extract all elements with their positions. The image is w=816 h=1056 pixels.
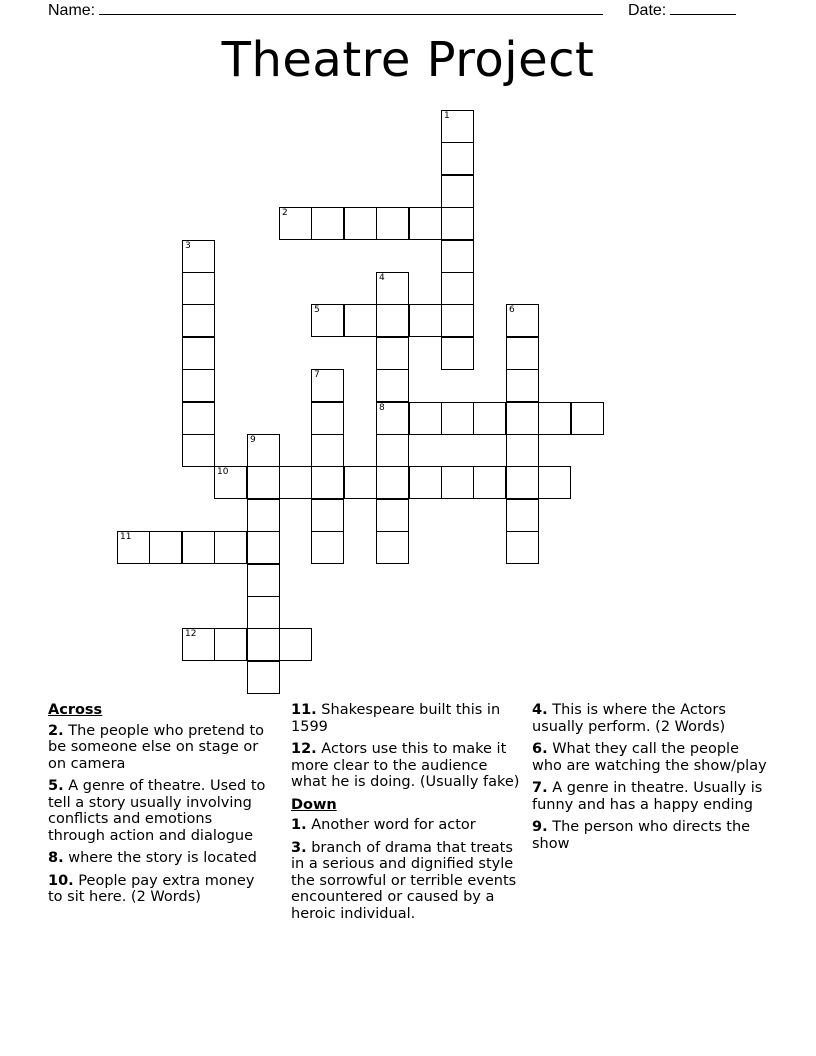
clue-across-2 — [48, 723, 273, 773]
name-field[interactable] — [48, 0, 603, 20]
grid-cell[interactable] — [182, 628, 215, 661]
grid-cell[interactable] — [311, 402, 344, 435]
grid-cell[interactable] — [247, 628, 280, 661]
clue-number: 5. — [48, 778, 64, 794]
grid-cell[interactable] — [506, 337, 539, 370]
cell-number: 11 — [120, 532, 132, 542]
clue-down-4 — [532, 702, 767, 735]
grid-cell[interactable] — [182, 402, 215, 435]
down-heading: Down — [291, 796, 337, 813]
grid-cell[interactable] — [214, 466, 247, 499]
grid-cell[interactable] — [182, 304, 215, 337]
grid-cell[interactable] — [247, 564, 280, 597]
cell-number: 2 — [282, 208, 288, 218]
clue-text: People pay extra money to sit here. (2 Words) — [48, 872, 255, 905]
clue-column-1 — [48, 702, 273, 912]
cell-number: 3 — [185, 241, 191, 251]
grid-cell[interactable] — [117, 531, 150, 564]
cell-number: 7 — [314, 370, 320, 380]
clue-column-3 — [532, 702, 767, 858]
clue-number: 8. — [48, 850, 64, 866]
grid-cell[interactable] — [506, 499, 539, 532]
date-field[interactable] — [628, 0, 736, 20]
grid-cell[interactable] — [182, 369, 215, 402]
clue-across-5 — [48, 778, 273, 844]
grid-cell[interactable] — [409, 402, 442, 435]
name-blank[interactable] — [99, 0, 603, 15]
grid-cell[interactable] — [376, 466, 409, 499]
clue-text: What they call the people who are watching the show/play — [532, 741, 767, 774]
grid-cell[interactable] — [247, 466, 280, 499]
grid-cell[interactable] — [376, 207, 409, 240]
clue-text: The people who pretend to be someone else on stage or on camera — [48, 722, 265, 772]
grid-cell[interactable] — [182, 240, 215, 273]
grid-cell[interactable] — [344, 207, 377, 240]
clue-across-11 — [291, 702, 521, 735]
grid-cell[interactable] — [311, 466, 344, 499]
grid-cell[interactable] — [149, 531, 182, 564]
grid-cell[interactable] — [441, 304, 474, 337]
date-label: Date: — [628, 2, 667, 19]
grid-cell[interactable] — [506, 402, 539, 435]
grid-cell[interactable] — [441, 466, 474, 499]
grid-cell[interactable] — [376, 499, 409, 532]
clue-down-7 — [532, 780, 767, 813]
grid-cell[interactable] — [279, 207, 312, 240]
grid-cell[interactable] — [506, 531, 539, 564]
grid-cell[interactable] — [311, 304, 344, 337]
clue-number: 9. — [532, 819, 548, 835]
grid-cell[interactable] — [279, 466, 312, 499]
clue-down-1 — [291, 817, 521, 834]
clue-number: 6. — [532, 741, 548, 757]
clue-text: Another word for actor — [311, 817, 476, 833]
date-blank[interactable] — [670, 0, 736, 15]
clue-down-9 — [532, 819, 767, 852]
grid-cell[interactable] — [376, 337, 409, 370]
clue-text: A genre in theatre. Usually is funny and has a happy ending — [532, 780, 763, 813]
clue-number: 11. — [291, 702, 317, 718]
grid-cell[interactable] — [182, 434, 215, 467]
grid-cell[interactable] — [344, 466, 377, 499]
grid-cell[interactable] — [538, 466, 571, 499]
grid-cell[interactable] — [376, 402, 409, 435]
clue-number: 2. — [48, 722, 64, 739]
grid-cell[interactable] — [311, 207, 344, 240]
grid-cell[interactable] — [214, 628, 247, 661]
clue-across-8 — [48, 850, 273, 867]
grid-cell[interactable] — [571, 402, 604, 435]
clue-text: The person who directs the show — [532, 819, 751, 852]
clue-down-6 — [532, 741, 767, 774]
clue-across-10 — [48, 873, 273, 906]
grid-cell[interactable] — [311, 434, 344, 467]
grid-cell[interactable] — [247, 434, 280, 467]
grid-cell[interactable] — [214, 531, 247, 564]
grid-cell[interactable] — [409, 466, 442, 499]
clue-column-2 — [291, 702, 521, 928]
cell-number: 9 — [250, 435, 256, 445]
clue-text: branch of drama that treats in a serious and dignified style the sorrowful or terrible events encountered or caused by a heroic individual. — [291, 839, 517, 922]
clue-number: 10. — [48, 872, 74, 889]
grid-cell[interactable] — [506, 434, 539, 467]
grid-cell[interactable] — [376, 272, 409, 305]
grid-cell[interactable] — [441, 175, 474, 208]
clue-text: Actors use this to make it more clear to the audience what he is doing. (Usually fake) — [291, 741, 520, 790]
grid-cell[interactable] — [506, 304, 539, 337]
clue-text: A genre of theatre. Used to tell a story usually involving conflicts and emotions through action and dialogue — [48, 778, 266, 844]
grid-cell[interactable] — [441, 272, 474, 305]
clue-number: 12. — [291, 741, 317, 757]
grid-cell[interactable] — [247, 596, 280, 629]
grid-cell[interactable] — [538, 402, 571, 435]
grid-cell[interactable] — [473, 466, 506, 499]
grid-cell[interactable] — [441, 142, 474, 175]
clue-text: This is where the Actors usually perform. (2 Words) — [532, 702, 726, 735]
grid-cell[interactable] — [441, 207, 474, 240]
cell-number: 1 — [444, 111, 450, 121]
grid-cell[interactable] — [441, 402, 474, 435]
grid-cell[interactable] — [182, 531, 215, 564]
grid-cell[interactable] — [506, 369, 539, 402]
grid-cell[interactable] — [473, 402, 506, 435]
clue-down-3 — [291, 840, 521, 923]
grid-cell[interactable] — [441, 337, 474, 370]
grid-cell[interactable] — [182, 337, 215, 370]
cell-number: 12 — [185, 629, 197, 639]
grid-cell[interactable] — [409, 304, 442, 337]
grid-cell[interactable] — [247, 531, 280, 564]
clue-number: 7. — [532, 780, 548, 796]
cell-number: 5 — [314, 305, 320, 315]
grid-cell[interactable] — [311, 499, 344, 532]
clue-number: 3. — [291, 839, 307, 856]
grid-cell[interactable] — [311, 369, 344, 402]
grid-cell[interactable] — [441, 110, 474, 143]
cell-number: 4 — [379, 273, 385, 283]
clue-number: 1. — [291, 817, 307, 833]
clue-number: 4. — [532, 702, 548, 718]
page-title: Theatre Project — [221, 32, 595, 88]
grid-cell[interactable] — [376, 304, 409, 337]
cell-number: 8 — [379, 403, 385, 413]
grid-cell[interactable] — [506, 466, 539, 499]
name-label: Name: — [48, 2, 96, 19]
grid-cell[interactable] — [376, 434, 409, 467]
across-heading: Across — [48, 702, 103, 718]
clue-text: where the story is located — [68, 850, 257, 866]
grid-cell[interactable] — [376, 369, 409, 402]
grid-cell[interactable] — [344, 304, 377, 337]
grid-cell[interactable] — [409, 207, 442, 240]
grid-cell[interactable] — [441, 240, 474, 273]
clue-text: Shakespeare built this in 1599 — [291, 702, 501, 735]
grid-cell[interactable] — [247, 499, 280, 532]
grid-cell[interactable] — [279, 628, 312, 661]
grid-cell[interactable] — [311, 531, 344, 564]
grid-cell[interactable] — [376, 531, 409, 564]
clue-across-12 — [291, 741, 521, 791]
cell-number: 10 — [217, 467, 229, 477]
grid-cell[interactable] — [247, 661, 280, 694]
cell-number: 6 — [509, 305, 515, 315]
grid-cell[interactable] — [182, 272, 215, 305]
